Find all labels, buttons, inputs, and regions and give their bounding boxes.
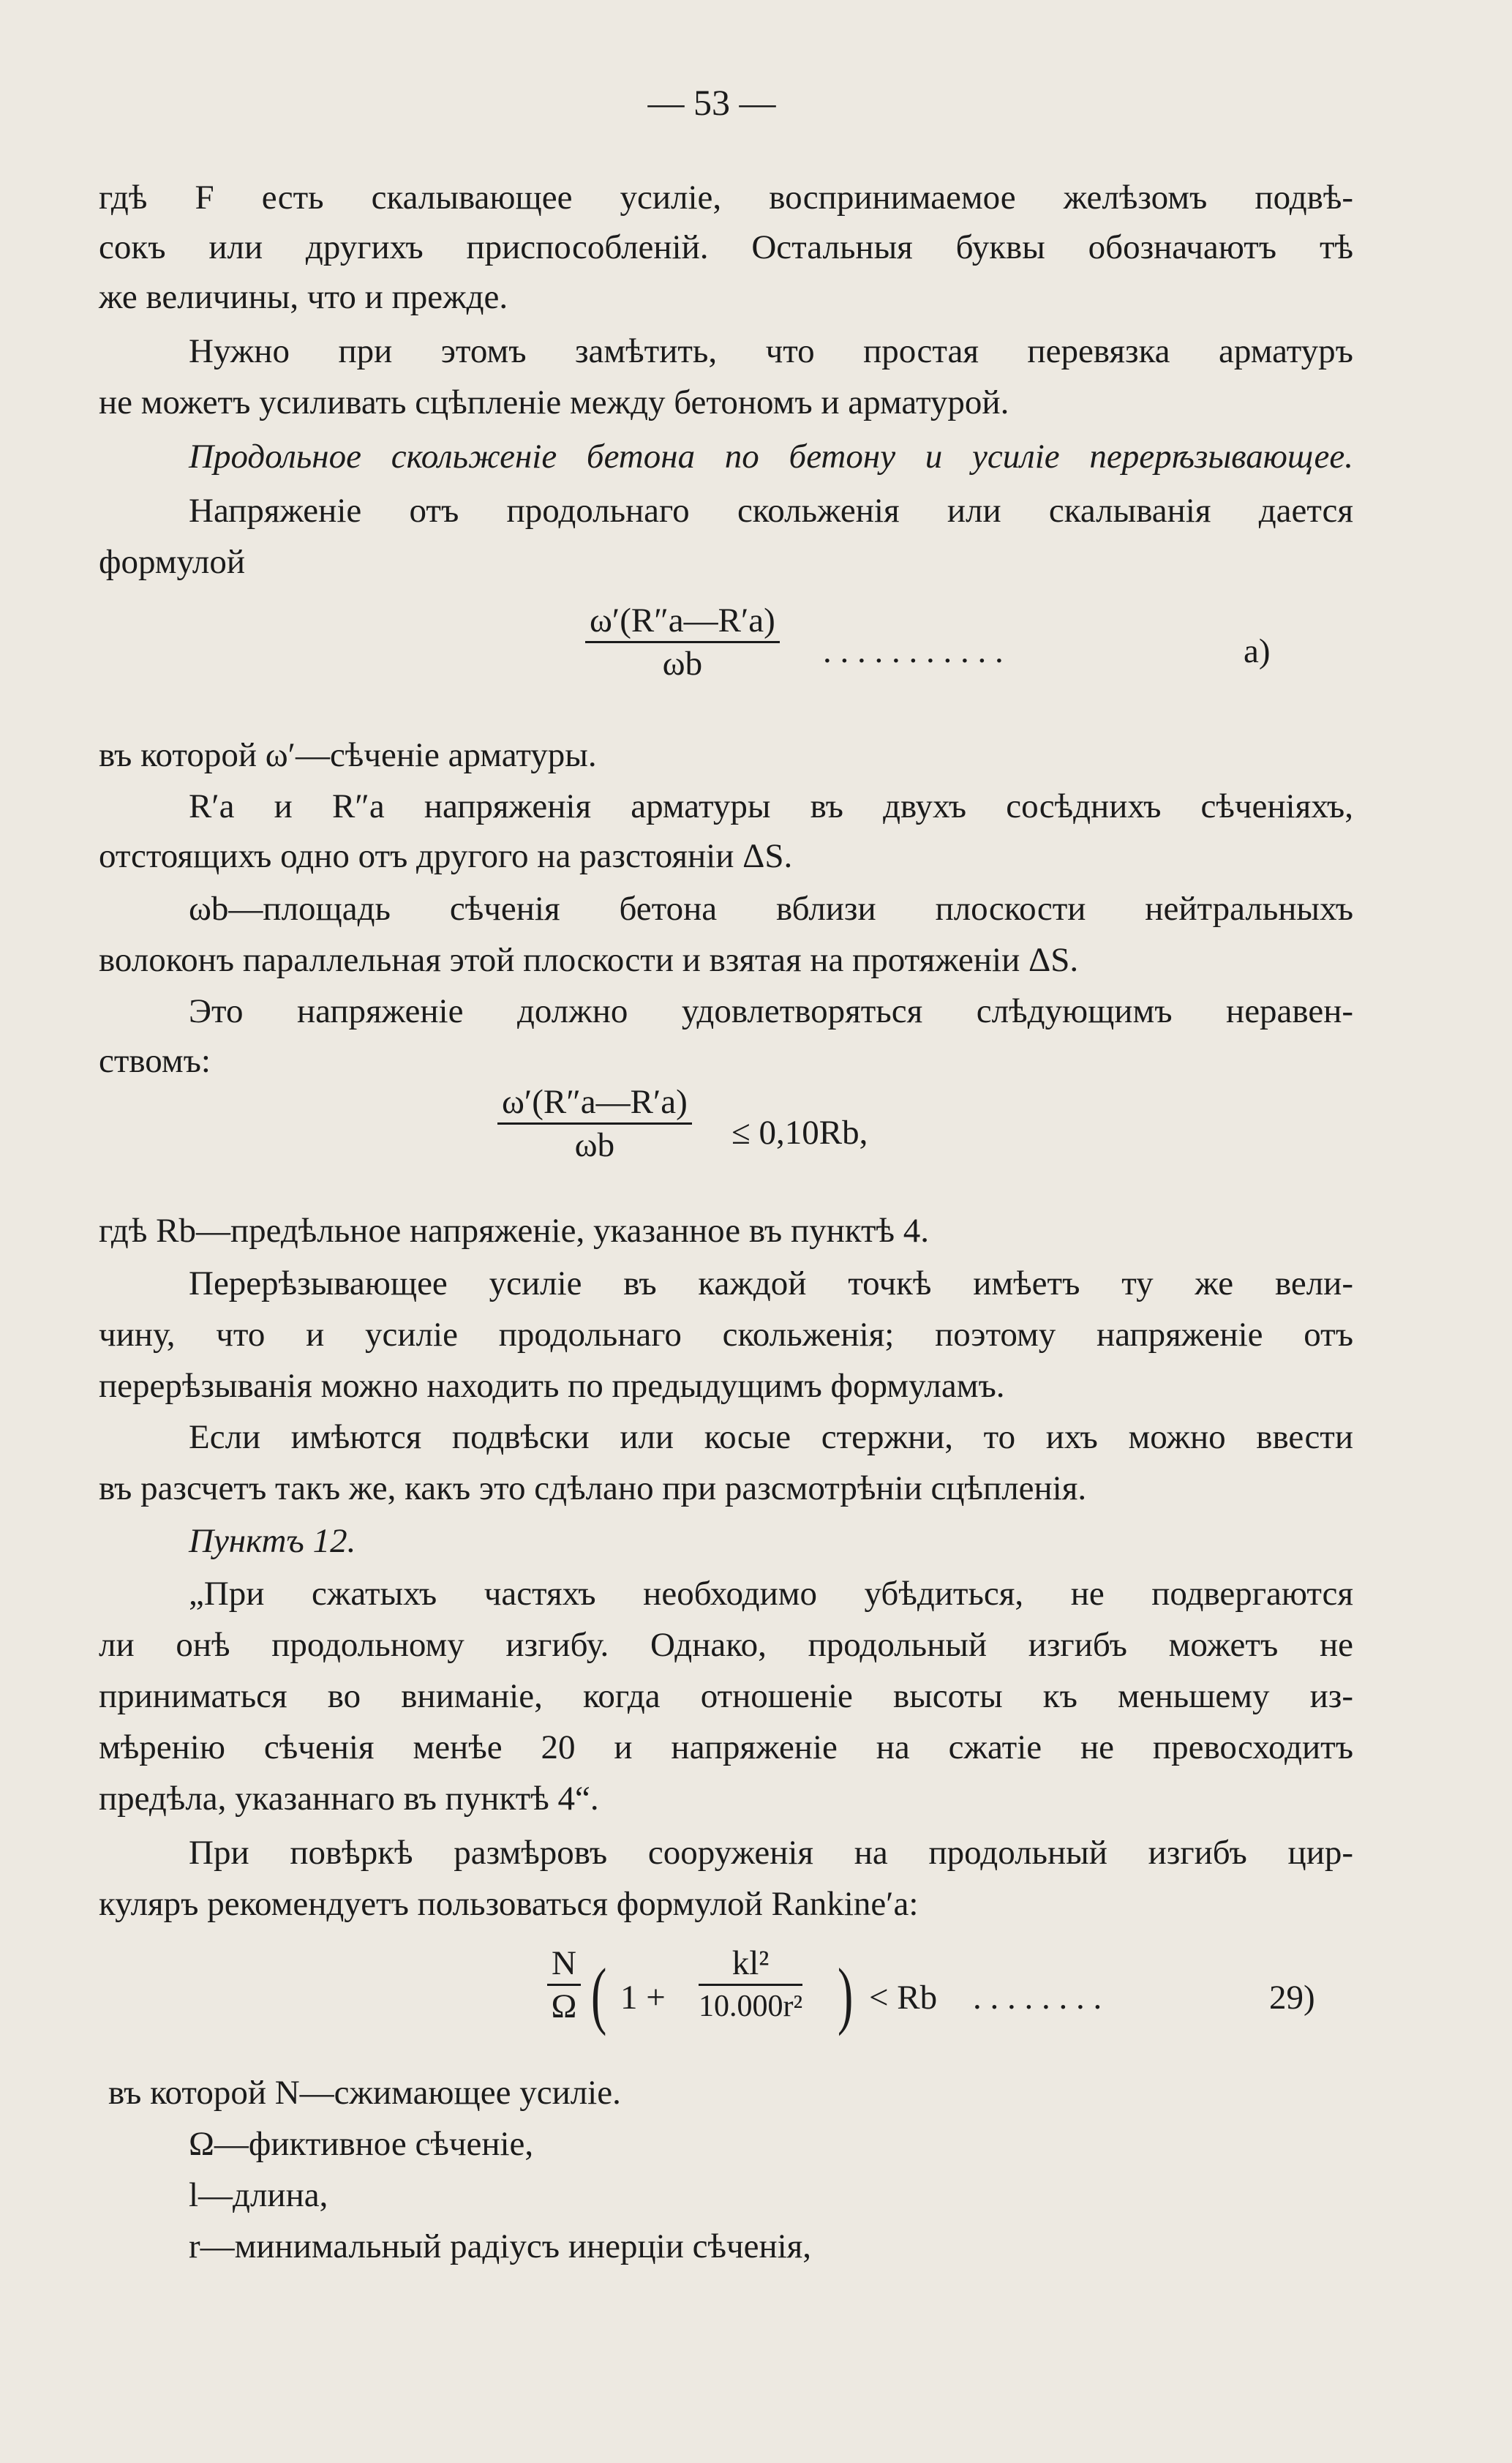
formula-denominator: ωb <box>662 645 703 683</box>
text-line: въ которой N—сжимающее усиліе. <box>108 2074 621 2112</box>
close-paren: ) <box>838 1953 854 2036</box>
section-title: Продольное скольженіе бетона по бетону и усиліе перерѣзывающее. <box>189 438 1353 476</box>
text-line: мѣренію сѣченія менѣе 20 и напряженіе на сжатіе не превосходитъ <box>99 1728 1353 1766</box>
point-title: Пунктъ 12. <box>189 1522 356 1560</box>
text-line: въ разсчетъ такъ же, какъ это сдѣлано при разсмотрѣніи сцѣпленія. <box>99 1469 1087 1507</box>
text-line: формулой <box>99 543 246 581</box>
formula-numerator: ω′(R″a—R′a) <box>590 601 775 640</box>
text-line: l—длина, <box>189 2176 328 2214</box>
text-line: не можетъ усиливать сцѣпленіе между бетономъ и арматурой. <box>99 383 1009 421</box>
text-line: „При сжатыхъ частяхъ необходимо убѣдиться, не подвергаются <box>189 1575 1353 1613</box>
formula-leader-dots: . . . . . . . . <box>973 1979 1102 2017</box>
text-line: Это напряженіе должно удовлетворяться слѣдующимъ неравен- <box>189 992 1353 1030</box>
rankine-fraction-n-omega <box>547 1943 581 2027</box>
text-line: куляръ рекомендуетъ пользоваться формулой Rankine′a: <box>99 1885 919 1923</box>
text-line: ωb—площадь сѣченія бетона вблизи плоскости нейтральныхъ <box>189 890 1353 928</box>
formula-numerator: ω′(R″a—R′a) <box>502 1083 688 1121</box>
text-line: Перерѣзывающее усиліе въ каждой точкѣ имѣетъ ту же вели- <box>189 1264 1353 1302</box>
text-line: Если имѣются подвѣски или косые стержни, то ихъ можно ввести <box>189 1418 1353 1456</box>
rankine-fraction-kl <box>699 1943 802 2027</box>
text-line: Напряженіе отъ продольнаго скольженія или скалыванія дается <box>189 492 1353 530</box>
text-line: перерѣзыванія можно находить по предыдущимъ формуламъ. <box>99 1367 1005 1405</box>
formula-leader-dots: . . . . . . . . . . . <box>823 632 1004 670</box>
formula-denominator: Ω <box>551 1987 577 2025</box>
text-line: Ω—фиктивное сѣченіе, <box>189 2125 534 2163</box>
formula-rhs: ≤ 0,10Rb, <box>731 1114 868 1152</box>
formula-label: a) <box>1244 632 1271 670</box>
text-line: отстоящихъ одно отъ другого на разстояніи ΔS. <box>99 837 793 875</box>
text-line: сокъ или другихъ приспособленій. Остальныя буквы обозначаютъ тѣ <box>99 228 1353 266</box>
formula-denominator: 10.000r² <box>699 1990 803 2023</box>
formula-b-fraction <box>497 1081 692 1166</box>
page-number: — 53 — <box>647 82 776 123</box>
text-line: въ которой ω′—сѣченіе арматуры. <box>99 736 597 774</box>
text-line: При повѣркѣ размѣровъ сооруженія на продольный изгибъ цир- <box>189 1834 1353 1872</box>
formula-label: 29) <box>1269 1979 1315 2017</box>
formula-numerator: N <box>552 1944 576 1982</box>
text-line: r—минимальный радіусъ инерціи сѣченія, <box>189 2227 812 2265</box>
formula-rhs: < Rb <box>869 1979 938 2017</box>
text-line: чину, что и усиліе продольнаго скольженія; поэтому напряженіе отъ <box>99 1316 1353 1354</box>
text-line: волоконъ параллельная этой плоскости и взятая на протяженіи ΔS. <box>99 941 1079 979</box>
formula-numerator: kl² <box>731 1944 770 1982</box>
text-line: гдѣ F есть скалывающее усиліе, воспринимаемое желѣзомъ подвѣ- <box>99 179 1353 217</box>
formula-one-plus: 1 + <box>620 1979 666 2017</box>
text-line: же величины, что и прежде. <box>99 278 508 316</box>
text-line: предѣла, указаннаго въ пунктѣ 4“. <box>99 1780 599 1818</box>
text-line: R′a и R″a напряженія арматуры въ двухъ сосѣднихъ сѣченіяхъ, <box>189 787 1353 825</box>
text-line: ли онѣ продольному изгибу. Однако, продольный изгибъ можетъ не <box>99 1626 1353 1664</box>
formula-a-fraction <box>585 600 780 684</box>
formula-denominator: ωb <box>574 1126 615 1164</box>
text-line: гдѣ Rb—предѣльное напряженіе, указанное въ пунктѣ 4. <box>99 1212 930 1250</box>
text-line: Нужно при этомъ замѣтить, что простая перевязка арматуръ <box>189 332 1353 370</box>
open-paren: ( <box>591 1953 607 2036</box>
text-line: приниматься во вниманіе, когда отношеніе высоты къ меньшему из- <box>99 1677 1353 1715</box>
text-line: ствомъ: <box>99 1042 211 1080</box>
